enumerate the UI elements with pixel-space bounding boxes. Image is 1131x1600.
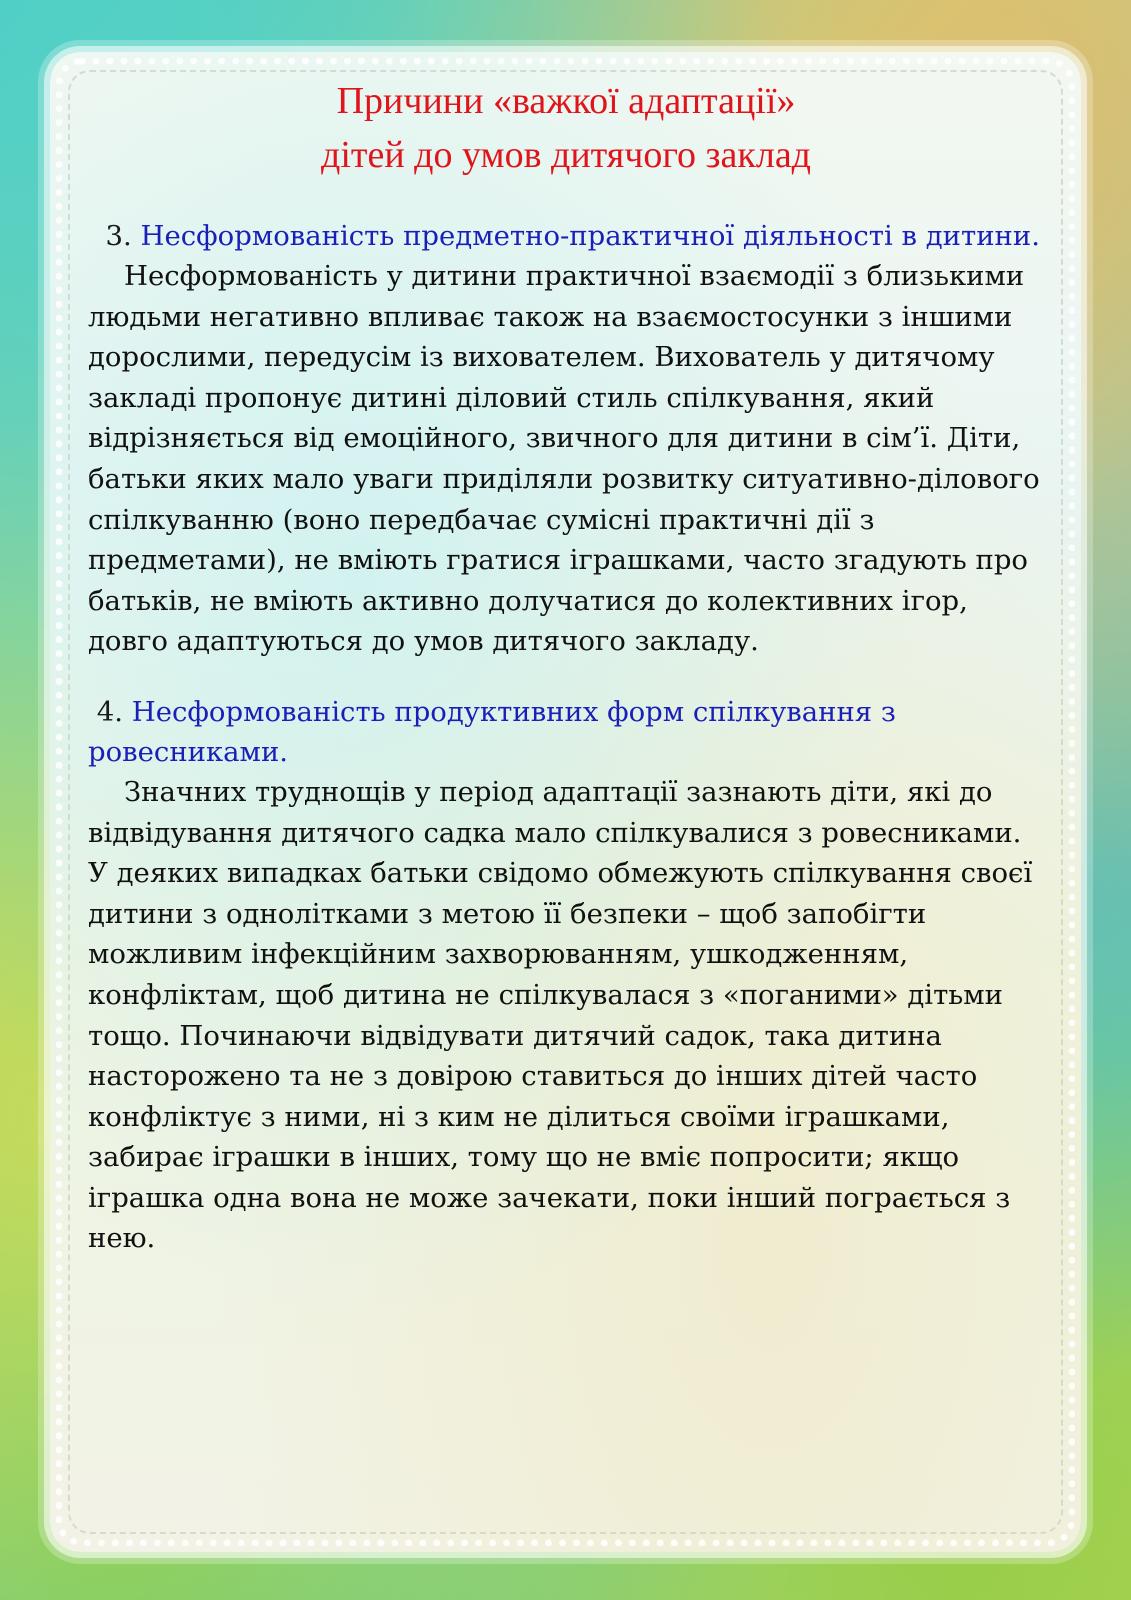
title-line-2: дітей до умов дитячого заклад <box>320 134 812 176</box>
page-title <box>88 74 1044 182</box>
section-4-heading <box>88 692 1044 772</box>
section-4-heading-text: Несформованість продуктивних форм спілкування з ровесниками. <box>88 695 896 768</box>
section-4 <box>88 692 1044 1259</box>
lace-frame <box>50 52 1081 1552</box>
title-line-1: Причини «важкої адаптації» <box>336 80 796 122</box>
section-3 <box>88 216 1044 662</box>
section-3-heading <box>88 216 1044 256</box>
section-3-heading-text: Несформованість предметно-практичної діяльності в дитини. <box>140 220 1040 252</box>
section-3-body: Несформованість у дитини практичної взаємодії з близькими людьми негативно впливає також на взаємостосунки з іншими дорослими, передусім із вихователем. Вихователь у дитячому закладі пропонує дитині діловий стиль спілкування, який відрізняється від емоційного, звичного для дитини в сім’ї. Діти, батьки яких мало уваги приділяли розвитку ситуативно-ділового спілкуванню (воно передбачає сумісні практичні дії з предметами), не вміють гратися іграшками, часто згадують про батьків, не вміють активно долучатися до колективних ігор, довго адаптуються до умов дитячого закладу. <box>88 260 1040 658</box>
section-4-number: 4. <box>96 695 123 728</box>
document-content <box>88 74 1044 1259</box>
section-3-number: 3. <box>105 220 132 252</box>
section-4-body: Значних труднощів у період адаптації зазнають діти, які до відвідування дитячого садка мало спілкувалися з ровесниками. У деяких випадках батьки свідомо обмежують спілкування своєї дитини з однолітками з метою її безпеки – щоб запобігти можливим інфекційним захворюванням, ушкодженням, конфліктам, щоб дитина не спілкувалася з «поганими» дітьми тощо. Починаючи відвідувати дитячий садок, така дитина насторожено та не з довірою ставиться до інших дітей часто конфліктує з ними, ні з ким не ділиться своїми іграшками, забирає іграшки в інших, тому що не вміє попросити; якщо іграшка одна вона не може зачекати, поки інший пограється з нею. <box>88 775 1033 1255</box>
